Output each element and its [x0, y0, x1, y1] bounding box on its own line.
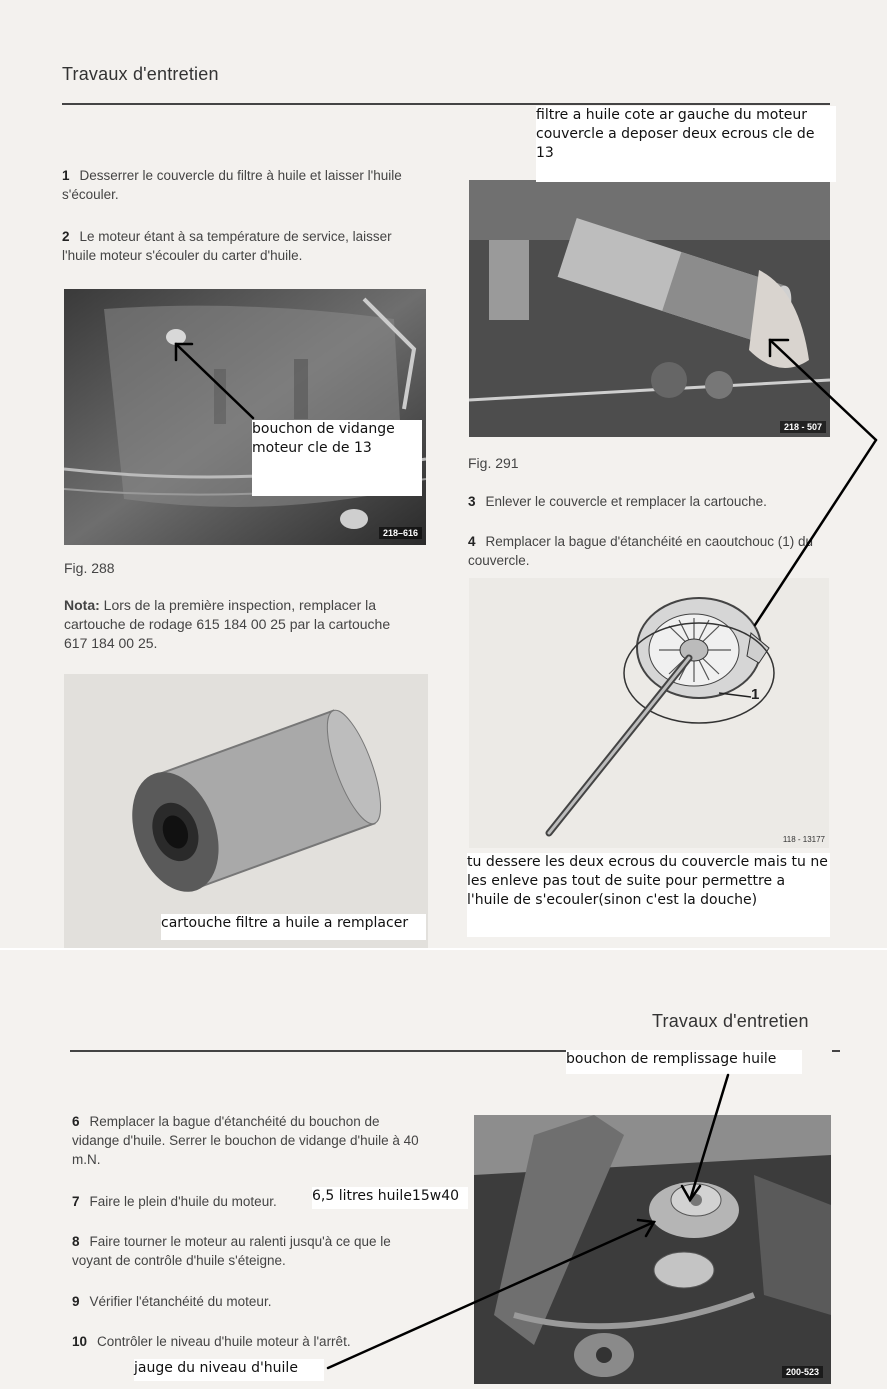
figure-code: 218 - 507	[780, 421, 826, 433]
annotation-cartridge: cartouche filtre a huile a remplacer	[161, 914, 426, 940]
nota-label: Nota:	[64, 597, 100, 613]
step-number: 10	[72, 1334, 88, 1349]
step-text: Remplacer la bague d'étanchéité du bouchon de vidange d'huile. Serrer le bouchon de vidange d'huile à 40 m.N.	[72, 1114, 419, 1167]
step-number: 8	[72, 1234, 80, 1249]
manual-page-2	[0, 950, 887, 1389]
figure-code: 200-523	[782, 1366, 823, 1378]
filter-cover-drawing	[469, 578, 829, 848]
step-number: 9	[72, 1294, 80, 1309]
step-number: 6	[72, 1114, 80, 1129]
annotation-dipstick: jauge du niveau d'huile	[134, 1359, 324, 1381]
step-7	[72, 1192, 312, 1211]
step-text: Le moteur étant à sa température de service, laisser l'huile moteur s'écouler du carter d'huile.	[62, 229, 392, 263]
part-label: 1	[751, 686, 760, 703]
step-4	[468, 532, 840, 570]
step-text: Contrôler le niveau d'huile moteur à l'arrêt.	[97, 1334, 351, 1349]
step-text: Vérifier l'étanchéité du moteur.	[89, 1294, 272, 1309]
step-3	[468, 492, 838, 511]
step-number: 2	[62, 229, 70, 244]
step-text: Remplacer la bague d'étanchéité en caoutchouc (1) du couvercle.	[468, 534, 814, 568]
step-number: 7	[72, 1194, 80, 1209]
figure-caption: Fig. 288	[64, 560, 115, 576]
annotation-loosen-nuts: tu dessere les deux ecrous du couvercle mais tu ne les enleve pas tout de suite pour permettre a l'huile de s'ecouler(sinon c'est la douche)	[467, 853, 830, 937]
figure-code: 118 - 13177	[782, 835, 825, 844]
step-2	[62, 227, 407, 265]
annotation-filter-location: filtre a huile cote ar gauche du moteur couvercle a deposer deux ecrous cle de 13	[536, 106, 836, 182]
step-6	[72, 1112, 427, 1169]
step-text: Faire tourner le moteur au ralenti jusqu'à ce que le voyant de contrôle d'huile s'éteigne.	[72, 1234, 391, 1268]
annotation-drain-plug: bouchon de vidange moteur cle de 13	[252, 420, 422, 496]
nota-text: Lors de la première inspection, remplacer la cartouche de rodage 615 184 00 25 par la cartouche 617 184 00 25.	[64, 597, 391, 651]
annotation-oil-quantity: 6,5 litres huile15w40	[312, 1187, 468, 1209]
step-text: Enlever le couvercle et remplacer la cartouche.	[485, 494, 767, 509]
nota	[64, 596, 414, 653]
figure-caption: Fig. 291	[468, 455, 519, 471]
step-1	[62, 166, 407, 204]
page-header: Travaux d'entretien	[652, 1011, 809, 1031]
oil-filter-engine-photo	[469, 180, 830, 437]
step-text: Faire le plein d'huile du moteur.	[89, 1194, 277, 1209]
step-number: 1	[62, 168, 70, 183]
page-header: Travaux d'entretien	[62, 64, 219, 84]
annotation-filler-cap: bouchon de remplissage huile	[566, 1050, 802, 1074]
step-number: 3	[468, 494, 476, 509]
oil-pan-photo	[64, 289, 426, 545]
header-rule	[70, 1050, 570, 1052]
header-rule-end	[832, 1050, 840, 1052]
header-rule	[62, 103, 830, 105]
step-number: 4	[468, 534, 476, 549]
figure-code: 218–616	[379, 527, 422, 539]
step-8	[72, 1232, 427, 1270]
step-text: Desserrer le couvercle du filtre à huile et laisser l'huile s'écouler.	[62, 168, 402, 202]
oil-filter-cartridge-photo	[64, 674, 428, 948]
step-9	[72, 1292, 427, 1311]
step-10	[72, 1332, 427, 1351]
oil-filler-photo	[474, 1115, 831, 1384]
